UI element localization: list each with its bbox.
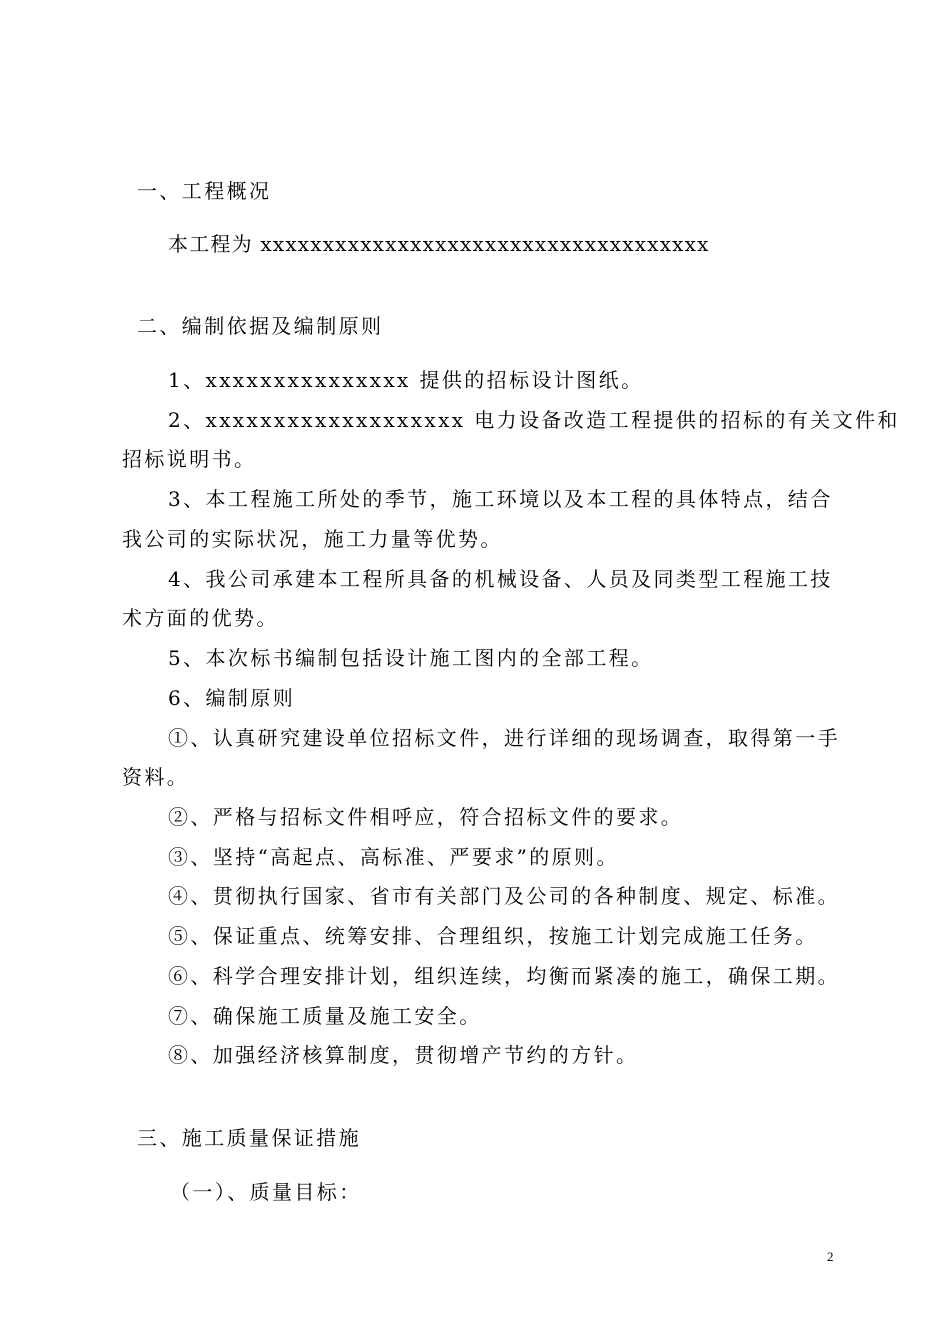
- list-item: ②、严格与招标文件相呼应，符合招标文件的要求。: [168, 805, 684, 829]
- section-3-subheading: （一）、质量目标：: [170, 1180, 362, 1204]
- list-item: 6、编制原则: [168, 686, 296, 710]
- list-item: 5、本次标书编制包括设计施工图内的全部工程。: [168, 646, 654, 670]
- page-number: 2: [827, 1249, 834, 1264]
- list-item: ⑦、确保施工质量及施工安全。: [168, 1004, 482, 1028]
- list-item: 1、xxxxxxxxxxxxxxx 提供的招标设计图纸。: [168, 368, 644, 392]
- section-3-heading: 三、施工质量保证措施: [137, 1126, 361, 1150]
- list-item-continuation: 术方面的优势。: [122, 606, 279, 630]
- list-item: ①、认真研究建设单位招标文件，进行详细的现场调查，取得第一手: [168, 726, 840, 750]
- list-item: ④、贯彻执行国家、省市有关部门及公司的各种制度、规定、标准。: [168, 884, 840, 908]
- section-1-body: 本工程为 xxxxxxxxxxxxxxxxxxxxxxxxxxxxxxxxxxxx: [168, 232, 710, 256]
- list-item: 3、本工程施工所处的季节，施工环境以及本工程的具体特点，结合: [168, 487, 833, 511]
- section-2-heading: 二、编制依据及编制原则: [137, 314, 384, 338]
- list-item-continuation: 资料。: [122, 765, 190, 789]
- list-item: ⑧、加强经济核算制度，贯彻增产节约的方针。: [168, 1043, 639, 1067]
- list-item: 4、我公司承建本工程所具备的机械设备、人员及同类型工程施工技: [168, 567, 833, 591]
- list-item: ③、坚持“高起点、高标准、严要求”的原则。: [168, 845, 619, 869]
- list-item: ⑥、科学合理安排计划，组织连续，均衡而紧凑的施工，确保工期。: [168, 964, 840, 988]
- list-item-continuation: 我公司的实际状况，施工力量等优势。: [122, 527, 503, 551]
- list-item: 2、xxxxxxxxxxxxxxxxxxx 电力设备改造工程提供的招标的有关文件和: [168, 408, 900, 432]
- section-1-heading: 一、工程概况: [137, 179, 272, 203]
- list-item-continuation: 招标说明书。: [122, 447, 257, 471]
- list-item: ⑤、保证重点、统筹安排、合理组织，按施工计划完成施工任务。: [168, 924, 818, 948]
